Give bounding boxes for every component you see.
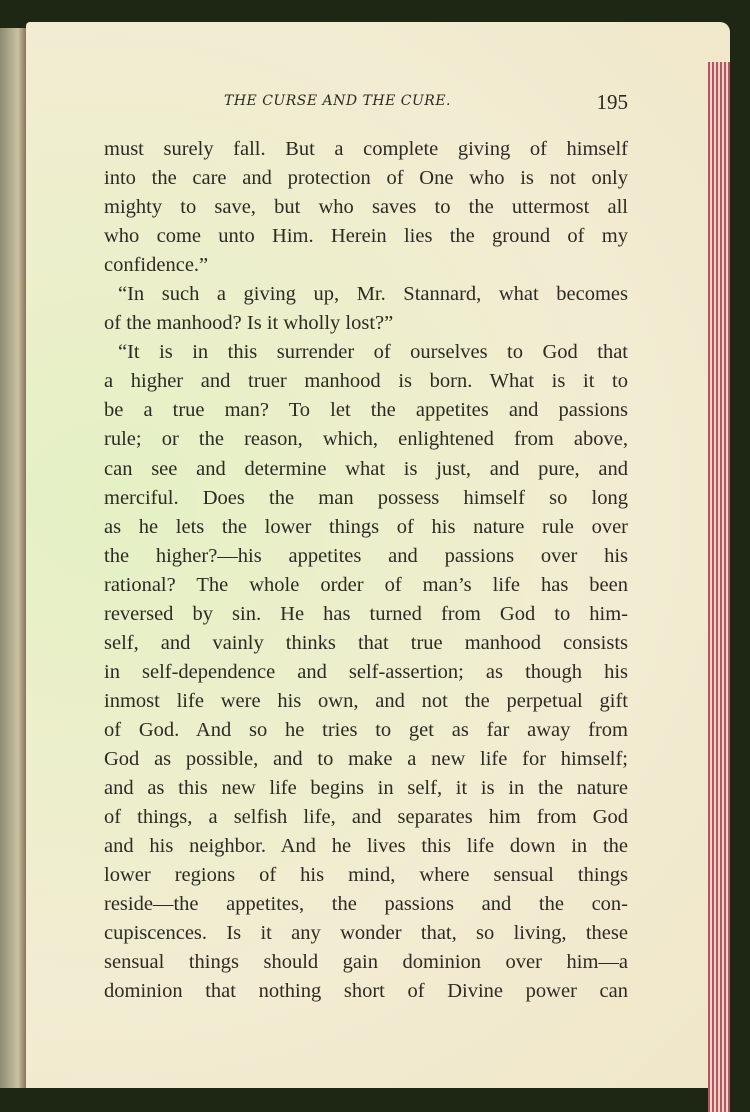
page-edges — [708, 62, 730, 1112]
page-number: 195 — [596, 90, 628, 114]
text-line: inmost life were his own, and not the perpetual gift — [104, 689, 628, 712]
text-line: in self-dependence and self-assertion; as though his — [104, 660, 628, 683]
text-line: “It is in this surrender of ourselves to God that — [118, 341, 628, 364]
text-line: God as possible, and to make a new life for himself; — [104, 747, 628, 770]
running-title: THE CURSE AND THE CURE. — [224, 93, 452, 109]
text-line: the higher?—his appetites and passions over his — [104, 544, 628, 567]
text-line: of God. And so he tries to get as far away from — [104, 718, 628, 741]
text-line: of the manhood? Is it wholly lost?” — [104, 312, 394, 335]
text-line: be a true man? To let the appetites and passions — [104, 399, 628, 422]
text-line: “In such a giving up, Mr. Stannard, what becomes — [118, 283, 628, 306]
text-line: of things, a selfish life, and separates him from God — [104, 806, 628, 829]
text-line: dominion that nothing short of Divine power can — [104, 980, 628, 1003]
text-line: and his neighbor. And he lives this life down in the — [104, 835, 628, 858]
body-text — [104, 135, 628, 1006]
text-line: can see and determine what is just, and pure, and — [104, 457, 628, 480]
text-line: reversed by sin. He has turned from God to him- — [104, 602, 628, 625]
text-line: self, and vainly thinks that true manhood consists — [104, 631, 628, 654]
text-line: must surely fall. But a complete giving of himself — [104, 138, 628, 160]
text-line: and as this new life begins in self, it is in the nature — [104, 777, 628, 800]
text-line: merciful. Does the man possess himself so long — [104, 486, 628, 509]
text-line: who come unto Him. Herein lies the ground of my — [104, 225, 628, 248]
text-line: cupiscences. Is it any wonder that, so living, these — [104, 922, 628, 945]
text-line: as he lets the lower things of his nature rule over — [104, 515, 628, 538]
page-header — [104, 90, 628, 120]
text-line: sensual things should gain dominion over him—a — [104, 951, 628, 974]
text-line: confidence.” — [104, 254, 209, 277]
text-line: lower regions of his mind, where sensual things — [104, 864, 628, 887]
text-line: a higher and truer manhood is born. What is it to — [104, 370, 628, 393]
text-line: into the care and protection of One who is not only — [104, 167, 628, 190]
text-line: mighty to save, but who saves to the uttermost all — [104, 196, 628, 219]
text-line: rational? The whole order of man’s life has been — [104, 573, 628, 596]
text-line: reside—the appetites, the passions and the con- — [104, 893, 628, 916]
text-line: rule; or the reason, which, enlightened from above, — [104, 428, 628, 451]
